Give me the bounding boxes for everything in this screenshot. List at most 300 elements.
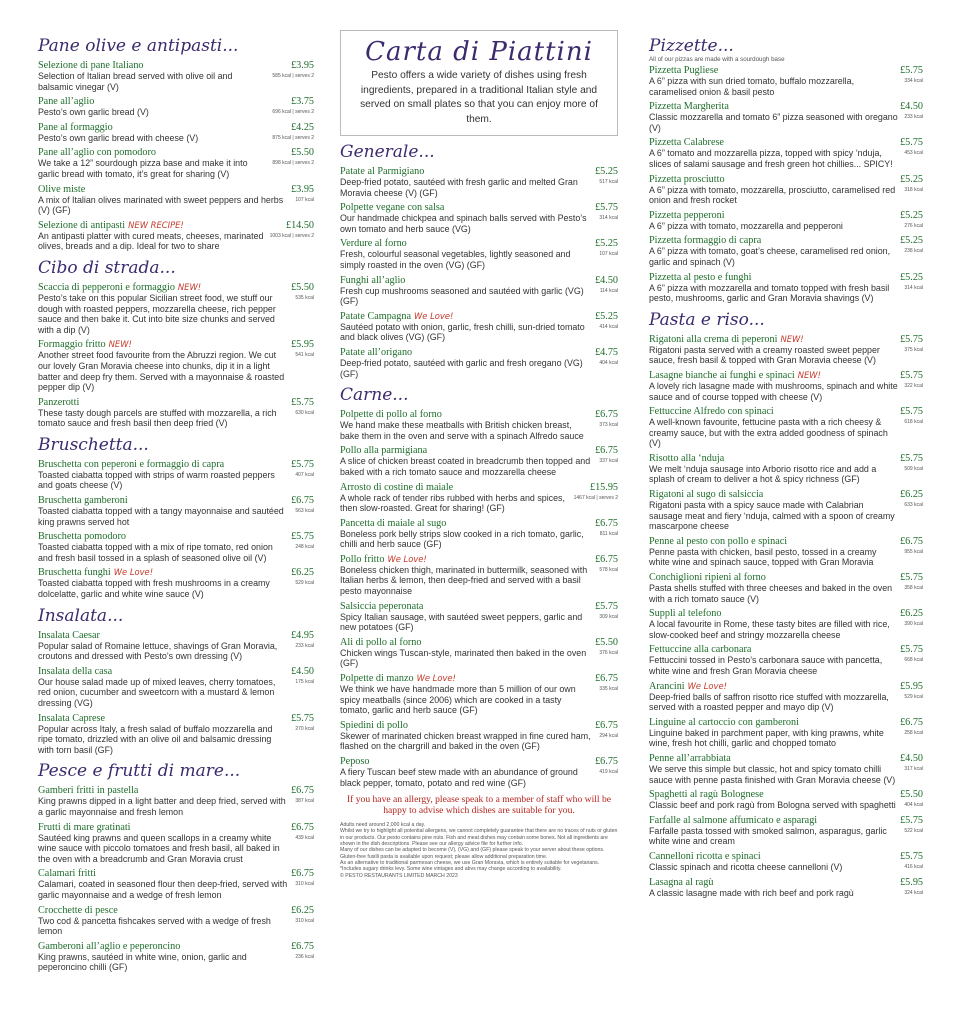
menu-item-body	[38, 796, 314, 817]
dish-name: Ali di pollo al forno	[340, 636, 422, 648]
menu-item-body	[649, 583, 923, 604]
menu-item-body	[38, 506, 314, 527]
dish-name: Pollo fritto We Love!	[340, 553, 427, 565]
dish-kcal: 898 kcal | serves 2	[272, 160, 314, 167]
menu-item	[340, 637, 618, 669]
dish-description: Rigatoni pasta served with a creamy roasted sweet pepper sauce, fresh basil & topped with Gran Moravia cheese (V)	[649, 344, 880, 366]
dish-price: £5.75	[900, 644, 923, 656]
dish-kcal: 310 kcal	[295, 917, 314, 924]
dish-tag: NEW!	[780, 333, 804, 344]
dish-kcal: 509 kcal	[904, 465, 923, 472]
dish-description: Popular across Italy, a fresh salad of buffalo mozzarella and ripe tomato, drizzled with an olive oil and balsamic dressing with torn basil (GF)	[38, 723, 273, 755]
dish-price: £4.25	[291, 121, 314, 133]
menu-item-header	[649, 65, 923, 76]
menu-item	[38, 220, 314, 252]
fine-print-line: Whilst we try to highlight all potential allergens, we cannot completely guarantee that there are no traces of nuts or gluten in our products. Our pesto contains pine nuts. Fish and meat dishes may contain some bones. Not all ingredients are shown in the dish descriptions. Please see our allergy advice file for further info.	[340, 828, 618, 848]
menu-item-body	[649, 112, 923, 133]
dish-name: Fettuccine alla carbonara	[649, 644, 752, 656]
menu-item-header	[38, 147, 314, 158]
dish-price: £5.50	[291, 147, 314, 159]
section-note: All of our pizzas are made with a sourdough base	[649, 56, 785, 63]
section-cibo	[38, 258, 314, 429]
dish-price: £5.25	[900, 235, 923, 247]
section-bruschetta	[38, 435, 314, 600]
menu-item-header	[38, 459, 314, 470]
dish-kcal: 541 kcal	[295, 352, 314, 359]
fine-print-line: © PESTO RESTAURANTS LIMITED MARCH 2023	[340, 872, 458, 879]
menu-item-header	[38, 220, 314, 231]
dish-kcal: 233 kcal	[295, 642, 314, 649]
dish-description: Classic mozzarella and tomato 6” pizza seasoned with oregano (V)	[649, 112, 898, 133]
dish-price: £5.75	[900, 814, 923, 826]
dish-name: Olive miste	[38, 183, 86, 195]
dish-name: Conchiglioni ripieni al forno	[649, 572, 766, 584]
dish-description: Our handmade chickpea and spinach balls served with Pesto’s own tomato and herb sauce (VG)	[340, 213, 587, 234]
dish-description: An antipasti platter with cured meats, cheeses, marinated olives, breads and a dip. Ideal for two to share	[38, 230, 264, 252]
dish-name: Pancetta di maiale al sugo	[340, 517, 447, 529]
dish-price: £6.75	[900, 716, 923, 728]
dish-description: Boneless pork belly strips slow cooked in a rich tomato, garlic, chilli and herb sauce (GF)	[340, 528, 584, 550]
dish-name: Patate al Parmigiano	[340, 166, 425, 177]
menu-item-header	[649, 608, 923, 619]
dish-kcal: 337 kcal	[599, 458, 618, 465]
dish-name: Penne all’arrabbiata	[649, 752, 731, 764]
dish-name: Cannelloni ricotta e spinaci	[649, 850, 761, 862]
menu-item	[649, 789, 923, 811]
menu-item-body	[38, 578, 314, 599]
menu-item	[649, 877, 923, 899]
dish-description: A 6” pizza with sun dried tomato, buffalo mozzarella, caramelised onion & basil pesto	[649, 76, 855, 97]
menu-item-header	[38, 941, 314, 952]
dish-description: We hand make these meatballs with British chicken breast, bake them in the oven and serve with a spinach Alfredo sauce	[340, 420, 584, 441]
dish-description: Calamari, coated in seasoned flour then deep-fried, served with garlic mayonnaise and a wedge of fresh lemon	[38, 879, 288, 900]
dish-price: £6.75	[291, 495, 314, 507]
menu-item-header	[649, 370, 923, 381]
menu-item-header	[340, 347, 618, 358]
dish-description: Toasted ciabatta topped with strips of warm roasted peppers and goats cheese (V)	[38, 469, 275, 491]
dish-kcal: 373 kcal	[599, 422, 618, 429]
dish-kcal: 535 kcal	[295, 294, 314, 301]
menu-item-header	[649, 681, 923, 692]
dish-name: Selezione di pane Italiano	[38, 60, 144, 71]
dish-name: Frutti di mare gratinati	[38, 821, 131, 833]
menu-item	[340, 673, 618, 716]
menu-item-header	[649, 851, 923, 862]
menu-item-body	[649, 826, 923, 847]
dish-name: Pane al formaggio	[38, 121, 113, 133]
dish-description: Toasted ciabatta topped with fresh mushrooms in a creamy dolcelatte, garlic and white wine sauce (V)	[38, 578, 270, 600]
menu-item-body	[340, 731, 618, 752]
menu-item-body	[649, 417, 923, 449]
dish-kcal: 585 kcal | serves 2	[272, 73, 314, 79]
dish-kcal: 419 kcal	[599, 769, 618, 775]
dish-kcal: 453 kcal	[904, 150, 923, 157]
dish-description: Boneless chicken thigh, marinated in buttermilk, seasoned with Italian herbs & lemon, then deep-fried and served with a basil pesto mayonnaise	[340, 564, 588, 597]
menu-item-body	[649, 500, 923, 532]
dish-description: Classic beef and pork ragù from Bologna served with spaghetti	[649, 800, 896, 811]
menu-item-header	[649, 137, 923, 148]
dish-name: Scaccia di pepperoni e formaggio NEW!	[38, 281, 202, 293]
menu-item-body	[38, 724, 314, 756]
menu-item	[38, 868, 314, 900]
menu-item-body	[340, 456, 618, 477]
dish-kcal: 529 kcal	[295, 580, 314, 587]
dish-kcal: 387 kcal	[295, 798, 314, 805]
dish-price: £5.95	[900, 680, 923, 692]
dish-price: £6.75	[595, 673, 618, 685]
dish-price: £5.25	[595, 166, 618, 177]
dish-price: £5.95	[291, 339, 314, 351]
dish-name: Crocchette di pesce	[38, 904, 118, 916]
menu-item	[649, 644, 923, 676]
dish-name: Rigatoni al sugo di salsiccia	[649, 489, 764, 501]
menu-item	[340, 347, 618, 379]
menu-item	[649, 406, 923, 449]
dish-kcal: 668 kcal	[904, 657, 923, 664]
dish-name: Salsiccia peperonata	[340, 600, 424, 612]
menu-item-body	[649, 655, 923, 676]
menu-item-header	[38, 184, 314, 195]
dish-name: Bruschetta funghi We Love!	[38, 567, 154, 579]
menu-item-header	[38, 822, 314, 833]
section-title: Pizzette...	[649, 36, 734, 56]
menu-item	[38, 905, 314, 937]
dish-description: Farfalle pasta tossed with smoked salmon, asparagus, garlic white wine and cream	[649, 825, 887, 847]
menu-item-body	[340, 493, 618, 514]
menu-item-body	[38, 833, 314, 865]
menu-item-body	[340, 767, 618, 788]
menu-item	[340, 409, 618, 441]
dish-name: Pizzetta pepperoni	[649, 209, 725, 221]
menu-item-header	[340, 202, 618, 213]
menu-item-header	[340, 409, 618, 420]
menu-item-body	[649, 283, 923, 304]
dish-description: Selection of Italian bread served with olive oil and balsamic vinegar (V)	[38, 71, 233, 92]
dish-name: Pane all’aglio	[38, 96, 95, 108]
dish-name: Calamari fritti	[38, 868, 96, 880]
dish-price: £5.95	[900, 876, 923, 888]
menu-item-header	[38, 339, 314, 350]
dish-price: £5.75	[291, 531, 314, 543]
dish-price: £4.50	[595, 274, 618, 286]
dish-description: Chicken wings Tuscan-style, marinated then baked in the oven (GF)	[340, 647, 587, 669]
dish-name: Gamberi fritti in pastella	[38, 785, 139, 797]
menu-item-body	[649, 547, 923, 568]
menu-item-body	[38, 952, 314, 973]
dish-tag: We Love!	[416, 673, 456, 684]
dish-name: Insalata Caprese	[38, 712, 106, 724]
menu-item	[340, 518, 618, 550]
dish-name: Gamberoni all’aglio e peperoncino	[38, 940, 181, 952]
dish-price: £5.75	[900, 333, 923, 345]
dish-kcal: 811 kcal	[599, 530, 618, 537]
menu-item	[649, 272, 923, 304]
dish-name: Patate all’origano	[340, 346, 413, 358]
dish-price: £3.75	[291, 96, 314, 108]
menu-item-header	[649, 101, 923, 112]
menu-item	[649, 65, 923, 97]
dish-price: £6.75	[291, 821, 314, 833]
menu-item	[38, 666, 314, 709]
dish-kcal: 258 kcal	[904, 729, 923, 736]
dish-name: Polpette di manzo We Love!	[340, 673, 456, 685]
menu-item-body	[649, 381, 923, 402]
menu-item	[649, 717, 923, 749]
menu-item-header	[38, 495, 314, 506]
dish-price: £5.50	[291, 281, 314, 293]
menu-item	[649, 210, 923, 232]
dish-price: £5.25	[900, 173, 923, 185]
fine-print	[340, 822, 618, 879]
menu-item-body	[649, 148, 923, 169]
menu-item-body	[38, 133, 314, 144]
menu-item-header	[649, 789, 923, 800]
dish-name: Bruschetta gamberoni	[38, 495, 128, 507]
menu-item-header	[340, 445, 618, 456]
center-sections	[340, 142, 618, 788]
dish-description: A local favourite in Rome, these tasty bites are filled with rice, slow-cooked beef and stringy mozzarella cheese	[649, 619, 890, 640]
dish-kcal: 309 kcal	[599, 613, 618, 620]
dish-description: Sautéed king prawns and queen scallops in a creamy white wine sauce with piccolo tomatoes and fresh basil, all baked in the oven with a breadcrumb and Gran Moravia crust	[38, 832, 280, 864]
dish-kcal: 390 kcal	[904, 621, 923, 628]
menu-item-body	[649, 728, 923, 749]
menu-item-header	[649, 753, 923, 764]
dish-name: Farfalle al salmone affumicato e asparagi	[649, 814, 818, 826]
menu-item-header	[38, 122, 314, 133]
fine-print-line: As an alternative to traditional parmesan cheese, we use Gran Moravia, which is entirely suitable for vegetarians.	[340, 859, 600, 866]
dish-description: We melt ‘nduja sausage into Arborio risotto rice and add a splash of cream to deliver a hot & spicy richness (GF)	[649, 463, 877, 485]
menu-item	[649, 174, 923, 206]
dish-name: Pizzetta formaggio di capra	[649, 235, 762, 247]
menu-item-header	[38, 868, 314, 879]
dish-description: A 6” pizza with tomato, mozzarella, prosciutto, caramelised red onion and fresh rocket	[649, 184, 896, 206]
dish-tag: We Love!	[414, 310, 454, 321]
section-title: Pesce e frutti di mare...	[38, 761, 241, 782]
menu-item-header	[649, 717, 923, 728]
menu-item-body	[649, 221, 923, 232]
menu-item	[38, 531, 314, 563]
dish-description: Deep-fried balls of saffron risotto rice stuffed with mozzarella, served with a roasted pepper and mayo dip (V)	[649, 691, 889, 713]
menu-item-header	[38, 282, 314, 293]
fine-print-line: Adults need around 2,000 kcal a day.	[340, 822, 426, 829]
dish-description: Popular salad of Romaine lettuce, shavings of Gran Moravia, croutons and dressed with Pesto’s own dressing (V)	[38, 640, 278, 662]
menu-item	[649, 137, 923, 169]
menu-item	[38, 60, 314, 92]
menu-item-header	[649, 489, 923, 500]
menu-item-header	[38, 96, 314, 107]
menu-item	[340, 601, 618, 633]
menu-item	[38, 147, 314, 179]
dish-price: £4.75	[595, 346, 618, 358]
fine-print-line: Many of our dishes can be adapted to become (V), (VG) and (GF) please speak to your server about these options.	[340, 847, 605, 854]
menu-item-body	[38, 677, 314, 709]
dish-name: Funghi all’aglio	[340, 274, 406, 286]
dish-description: Pesto’s own garlic bread (V)	[38, 107, 149, 118]
menu-item	[38, 495, 314, 527]
dish-kcal: 522 kcal	[904, 827, 923, 834]
menu-item	[38, 339, 314, 392]
column-center	[340, 30, 618, 879]
dish-name: Arancini We Love!	[649, 680, 728, 692]
dish-tag: We Love!	[687, 680, 728, 691]
dish-name: Selezione di antipasti NEW RECIPE!	[38, 219, 184, 231]
dish-description: Toasted ciabatta topped with a tangy mayonnaise and sautéed king prawns served hot	[38, 506, 284, 527]
menu-item-body	[340, 286, 618, 307]
dish-name: Linguine al cartoccio con gamberoni	[649, 716, 799, 728]
menu-item-header	[38, 60, 314, 71]
menu-item	[649, 334, 923, 366]
dish-price: £6.75	[291, 785, 314, 797]
menu-item	[38, 459, 314, 491]
menu-item	[649, 536, 923, 568]
dish-name: Penne al pesto con pollo e spinaci	[649, 535, 788, 547]
menu-item-body	[38, 470, 314, 491]
dish-kcal: 407 kcal	[295, 471, 314, 478]
menu-item-header	[649, 272, 923, 283]
menu-item-header	[340, 720, 618, 731]
dish-tag: NEW RECIPE!	[128, 219, 184, 230]
dish-kcal: 276 kcal	[904, 222, 923, 229]
menu-item-body	[38, 107, 314, 118]
dish-price: £6.75	[595, 517, 618, 529]
menu-item	[649, 453, 923, 485]
menu-item-header	[649, 536, 923, 547]
dish-description: We think we have handmade more than 5 million of our own spicy meatballs (since 2006) which are cooked in a tasty tomato, garlic and herb sauce (GF)	[340, 684, 576, 716]
menu-item-body	[340, 322, 618, 343]
dish-price: £5.50	[595, 636, 618, 648]
dish-description: Fresh, colourful seasonal vegetables, lightly seasoned and simply roasted in the oven (VG) (GF)	[340, 249, 571, 270]
dish-description: A slice of chicken breast coated in breadcrumb then topped and baked with a rich tomato sauce and mozzarella cheese	[340, 456, 591, 477]
section-title: Insalata...	[38, 605, 124, 626]
dish-price: £4.50	[900, 752, 923, 764]
menu-item-body	[38, 641, 314, 662]
menu-item	[649, 681, 923, 713]
dish-kcal: 578 kcal	[599, 566, 618, 573]
dish-kcal: 563 kcal	[295, 508, 314, 515]
dish-description: Pesto’s own garlic bread with cheese (V)	[38, 132, 199, 143]
dish-name: Panzerotti	[38, 396, 80, 408]
dish-name: Patate Campagna We Love!	[340, 310, 454, 322]
dish-description: Another street food favourite from the Abruzzi region. We cut our lovely Gran Moravia cheese into chunks, dip it in a light batter and deep fry them. Served with a mayonnaise & roasted pepper dip (V)	[38, 350, 285, 393]
dish-price: £15.95	[589, 481, 618, 493]
menu-item-body	[38, 408, 314, 429]
menu-item	[38, 282, 314, 335]
dish-kcal: 376 kcal	[599, 649, 618, 656]
dish-description: These tasty dough parcels are stuffed with mozzarella, a rich tomato sauce and fresh basil then deep fried (V)	[38, 407, 277, 429]
dish-price: £4.50	[291, 665, 314, 677]
menu-item-header	[340, 673, 618, 684]
dish-description: We serve this simple but classic, hot and spicy tomato chilli sauce with penne pasta finished with Gran Moravia cheese (V)	[649, 763, 896, 785]
menu-item-header	[38, 666, 314, 677]
dish-description: Deep-fried potato, sautéed with garlic and fresh oregano (VG) (GF)	[340, 357, 583, 379]
dish-price: £6.75	[595, 756, 618, 767]
dish-description: King prawns dipped in a light batter and deep fried, served with a garlic mayonnaise and fresh lemon	[38, 796, 286, 817]
menu-item	[340, 311, 618, 343]
dish-description: A classic lasagne made with rich beef and pork ragù	[649, 887, 854, 898]
menu-item	[38, 96, 314, 118]
dish-kcal: 314 kcal	[904, 284, 923, 291]
dish-kcal: 517 kcal	[599, 179, 618, 185]
menu-item-header	[340, 756, 618, 767]
dish-kcal: 630 kcal	[295, 409, 314, 416]
menu-item-header	[340, 518, 618, 529]
dish-description: Two cod & pancetta fishcakes served with a wedge of fresh lemon	[38, 915, 271, 937]
dish-price: £4.95	[291, 629, 314, 641]
menu-item-body	[340, 612, 618, 633]
dish-description: Rigatoni pasta with a spicy sauce made with Calabrian sausage meat and fiery ‘nduja, calmed with a spoon of creamy mascarpone cheese	[649, 500, 895, 532]
menu-title: Carta di Piattini	[365, 37, 593, 67]
dish-kcal: 404 kcal	[599, 359, 618, 366]
menu-item-header	[340, 601, 618, 612]
menu-item-body	[649, 619, 923, 640]
dish-name: Fettuccine Alfredo con spinaci	[649, 406, 774, 418]
section-title: Cibo di strada...	[38, 257, 176, 278]
dish-name: Suppli al telefono	[649, 608, 722, 620]
menu-item	[649, 753, 923, 785]
menu-item	[340, 720, 618, 752]
dish-name: Pane all’aglio con pomodoro	[38, 147, 156, 159]
dish-price: £5.75	[291, 458, 314, 470]
dish-name: Verdure al forno	[340, 238, 407, 250]
dish-kcal: 414 kcal	[599, 323, 618, 330]
dish-description: A 6” tomato and mozzarella pizza, topped with spicy ‘nduja, slices of salami sausage and fresh green hot chillies... SPICY!	[649, 148, 893, 169]
dish-name: Pizzetta Margherita	[649, 101, 729, 113]
dish-price: £5.75	[900, 572, 923, 584]
dish-description: Penne pasta with chicken, basil pesto, tossed in a creamy white wine and spinach sauce, topped with Gran Moravia	[649, 546, 877, 568]
dish-kcal: 175 kcal	[295, 678, 314, 685]
dish-description: A mix of Italian olives marinated with sweet peppers and herbs (V) (GF)	[38, 194, 284, 216]
menu-item-body	[649, 764, 923, 785]
menu-item	[649, 851, 923, 873]
dish-price: £6.75	[595, 719, 618, 731]
dish-price: £5.75	[900, 452, 923, 464]
dish-price: £6.75	[900, 535, 923, 547]
dish-description: King prawns, sautéed in white wine, onion, garlic and peperoncino chilli (GF)	[38, 951, 247, 973]
dish-kcal: 270 kcal	[295, 725, 314, 732]
menu-item-header	[38, 531, 314, 542]
menu-item	[340, 445, 618, 477]
dish-description: Pasta shells stuffed with three cheeses and baked in the oven with a rich tomato sauce (V)	[649, 583, 893, 604]
menu-item-body	[340, 358, 618, 379]
dish-kcal: 439 kcal	[295, 834, 314, 841]
dish-price: £5.75	[595, 202, 618, 214]
menu-item-header	[340, 238, 618, 249]
dish-price: £3.95	[291, 60, 314, 71]
dish-kcal: 236 kcal	[295, 953, 314, 960]
menu-intro: Pesto offers a wide variety of dishes using fresh ingredients, prepared in a traditional Italian style and served on small plates so that you can enjoy more of them.	[360, 70, 598, 125]
dish-name: Arrosto di costine di maiale	[340, 481, 454, 493]
dish-name: Insalata della casa	[38, 665, 113, 677]
menu-item-header	[649, 334, 923, 345]
dish-price: £3.95	[291, 183, 314, 195]
dish-kcal: 238 kcal	[904, 248, 923, 255]
menu-item-body	[38, 916, 314, 937]
dish-kcal: 322 kcal	[904, 382, 923, 389]
dish-name: Bruschetta con peperoni e formaggio di capra	[38, 458, 225, 470]
menu-item-body	[38, 879, 314, 900]
title-box	[340, 30, 618, 136]
menu-item-body	[649, 800, 923, 811]
dish-price: £5.25	[900, 271, 923, 283]
dish-kcal: 317 kcal	[904, 765, 923, 772]
menu-item	[340, 554, 618, 597]
dish-name: Polpette vegane con salsa	[340, 202, 445, 214]
dish-description: Linguine baked in parchment paper, with king prawns, white wine, fresh hot chilli, garlic and chopped tomato	[649, 727, 884, 749]
dish-tag: NEW!	[108, 339, 132, 350]
dish-description: Our house salad made up of mixed leaves, cherry tomatoes, red onion, cucumber and sweetcorn with a mustard & lemon dressing (VG)	[38, 676, 276, 708]
menu-item-body	[38, 71, 314, 92]
menu-item-body	[38, 350, 314, 392]
